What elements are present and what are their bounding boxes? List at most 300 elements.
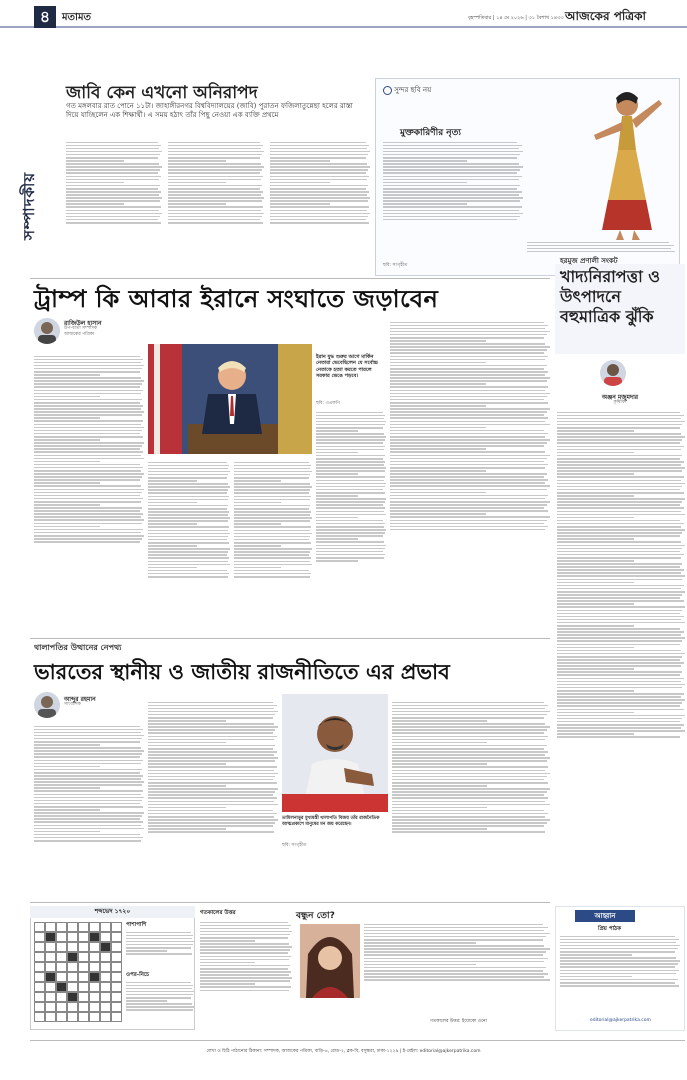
text-line [383,219,517,221]
text-line [66,188,158,190]
text-line [270,157,366,159]
text-line [390,356,548,358]
text-line [34,516,141,518]
text-line [560,970,679,972]
crossword-cell[interactable] [45,942,56,952]
text-line [234,496,311,498]
crossword-cell[interactable] [78,962,89,972]
text-line [390,520,547,522]
text-line [34,464,140,466]
crossword-cell[interactable] [45,962,56,972]
text-line [390,504,547,506]
text-line [383,148,519,150]
feature-logo-text: সুন্দর ছবি নয় [394,86,432,94]
text-line [126,947,191,949]
text-line [557,430,634,432]
text-line [34,732,141,734]
text-line [200,971,291,973]
text-line [234,576,310,578]
editorial-body-col-2 [168,140,264,268]
crossword-cell[interactable] [67,922,78,932]
crossword-cell[interactable] [34,932,45,942]
text-line [557,582,634,584]
text-line [234,536,310,538]
crossword-cell[interactable] [100,942,111,952]
text-line [34,756,140,758]
crossword-cell[interactable] [34,942,45,952]
text-line [270,163,367,165]
crossword-title: শব্দভেদ ১৭২০ [30,906,195,918]
text-line [148,766,277,768]
text-line [234,567,281,569]
crossword-cell[interactable] [78,1002,89,1012]
text-line [200,980,290,982]
editorial-body-col-1 [66,140,162,268]
crossword-cell[interactable] [111,942,122,952]
crossword-cell[interactable] [56,942,67,952]
crossword-cell[interactable] [34,1012,45,1022]
crossword-cell[interactable] [78,932,89,942]
text-line [392,739,545,741]
feature-logo [383,84,431,96]
text-line [234,511,311,513]
side-author-name: অঞ্জন মজুমদার [601,394,639,401]
text-line [148,736,277,738]
crossword-cell[interactable] [89,1002,100,1012]
crossword-cell[interactable] [34,1002,45,1012]
crossword-cell[interactable] [89,992,100,1002]
text-line [34,408,141,410]
text-line [392,732,544,734]
crossword-cell[interactable] [100,962,111,972]
text-line [557,606,685,608]
text-line [557,684,685,686]
text-line [270,176,369,178]
text-line [148,505,228,507]
text-line [34,772,140,774]
side-body [557,410,685,900]
text-line [148,570,227,572]
text-line [234,508,309,510]
crossword-cell[interactable] [89,922,100,932]
text-line [34,726,140,728]
text-line [234,539,309,541]
text-line [557,514,685,516]
text-line [34,420,143,422]
crossword-cell[interactable] [56,972,67,982]
text-line [557,718,682,720]
text-line [148,511,229,513]
text-line [557,690,634,692]
crossword-cell[interactable] [100,932,111,942]
text-line [34,424,141,426]
text-line [364,927,548,929]
text-line [557,650,681,652]
crossword-cell[interactable] [56,1012,67,1022]
text-line [148,705,277,707]
lead-body-col-5 [390,320,550,636]
text-line [34,800,142,802]
text-line [316,470,385,472]
crossword-cell[interactable] [100,952,111,962]
text-line [34,781,144,783]
text-line [557,721,680,723]
text-line [126,935,193,937]
text-line [383,197,523,199]
second-body-col-1 [34,724,144,900]
text-line [270,166,370,168]
crossword-cell[interactable] [67,932,78,942]
text-line [557,541,681,543]
text-line [234,465,311,467]
crossword-cell[interactable] [78,942,89,952]
text-line [557,681,681,683]
text-line [234,462,309,464]
text-line [126,991,194,993]
text-line [148,551,228,553]
text-line [392,791,547,793]
text-line [390,489,547,491]
text-line [34,495,140,497]
crossword-cell[interactable] [111,962,122,972]
lead-body-col-1 [34,354,144,636]
text-line [390,436,545,438]
text-line [148,536,228,538]
text-line [34,482,100,484]
crossword-cell[interactable] [78,1012,89,1022]
text-line [392,822,547,824]
text-line [148,708,274,710]
crossword-cell[interactable] [78,982,89,992]
text-line [383,142,517,144]
crossword-cell[interactable] [56,932,67,942]
text-line [557,476,684,478]
text-line [148,804,278,806]
text-line [316,476,385,478]
text-line [557,545,685,547]
text-line [34,803,140,805]
second-headline: ভারতের স্থানীয় ও জাতীয় রাজনীতিতে এর প্রভাব [34,660,450,684]
text-line [148,539,227,541]
text-line [383,166,523,168]
crossword-cell[interactable] [56,982,67,992]
text-line [364,961,544,963]
crossword-cell[interactable] [111,922,122,932]
crossword-cell[interactable] [67,972,78,982]
text-line [168,213,264,215]
text-line [66,142,158,144]
text-line [557,644,680,646]
crossword-cell[interactable] [111,992,122,1002]
text-line [168,197,264,199]
text-line [557,480,681,482]
text-line [557,653,685,655]
text-line [560,960,680,962]
text-line [34,825,141,827]
crossword-prev-answers [200,920,292,1026]
crossword-cell[interactable] [100,922,111,932]
crossword-cell[interactable] [111,982,122,992]
divider [30,278,550,279]
text-line [234,474,310,476]
text-line [392,797,548,799]
text-line [34,402,140,404]
text-line [234,533,312,535]
lead-photo-caption: ইরান যুদ্ধ শুরুর আগে মার্কিন নেতারা ভেবেছিলেন যে সর্বোচ্চ নেতাকে হত্যা করতে পারলে সরকার ভেঙে পড়বে। [316,354,378,379]
text-line [316,529,386,531]
text-line [557,439,682,441]
text-line [270,188,366,190]
text-line [316,554,385,556]
text-line [364,936,546,938]
crossword-cell[interactable] [67,1002,78,1012]
crossword-cell[interactable] [56,992,67,1002]
text-line [316,424,385,426]
crossword-cell[interactable] [67,942,78,952]
crossword-cell[interactable] [111,952,122,962]
text-line [148,499,228,501]
text-line [34,532,141,534]
crossword-cell[interactable] [67,1012,78,1022]
text-line [392,788,550,790]
text-line [390,374,545,376]
text-line [66,219,158,221]
text-line [390,495,548,497]
crossword-cell[interactable] [100,972,111,982]
text-line [316,535,383,537]
text-line [34,529,143,531]
text-line [390,393,550,395]
text-line [66,222,161,224]
text-line [364,942,476,944]
text-line [148,810,273,812]
crossword-cell[interactable] [100,1012,111,1022]
text-line [364,979,550,981]
text-line [557,557,681,559]
crossword-cell[interactable] [45,982,56,992]
text-line [316,418,384,420]
text-line [392,782,548,784]
text-line [527,242,669,244]
text-line [390,405,486,407]
text-line [148,782,277,784]
crossword-cell[interactable] [34,962,45,972]
text-line [316,436,386,438]
crossword-cell[interactable] [56,1002,67,1012]
text-line [316,526,384,528]
text-line [392,714,547,716]
crossword-cell[interactable] [34,922,45,932]
text-line [390,414,544,416]
text-line [148,801,274,803]
crossword-prev-answer-heading: গতকালের উত্তর [200,910,236,916]
text-line [316,545,386,547]
text-line [234,517,312,519]
crossword-cell[interactable] [89,1012,100,1022]
text-line [560,954,632,956]
crossword-across-heading: পাশাপাশি [126,922,147,928]
crossword-cell[interactable] [89,932,100,942]
text-line [34,433,140,435]
text-line [66,160,124,162]
text-line [364,964,476,966]
ahwan-email[interactable]: editorial@ajkerpatrika.com [590,1018,651,1023]
crossword-cell[interactable] [34,992,45,1002]
crossword-cell[interactable] [100,992,111,1002]
text-line [270,213,370,215]
text-line [316,464,384,466]
text-line [557,486,682,488]
text-line [34,806,143,808]
crossword-cell[interactable] [78,972,89,982]
crossword-cell[interactable] [56,962,67,972]
text-line [34,386,140,388]
text-line [557,554,684,556]
text-line [557,693,684,695]
text-line [34,507,142,509]
text-line [557,560,634,562]
text-line [316,415,385,417]
text-line [390,479,548,481]
crossword-cell[interactable] [78,992,89,1002]
text-line [316,495,358,497]
second-author-portrait [34,692,60,718]
feature-body-col-1 [383,140,523,260]
text-line [200,940,255,942]
crossword-cell[interactable] [45,932,56,942]
text-line [34,766,100,768]
text-line [390,343,545,345]
crossword-cell[interactable] [45,992,56,1002]
text-line [557,424,682,426]
text-line [557,724,684,726]
text-line [270,179,367,181]
crossword-cell[interactable] [56,952,67,962]
text-line [557,628,680,630]
text-line [34,535,144,537]
crossword-cell[interactable] [89,942,100,952]
text-line [390,337,544,339]
text-line [390,461,544,463]
text-line [560,982,675,984]
text-line [316,455,385,457]
text-line [34,380,144,382]
text-line [316,461,385,463]
text-line [390,467,545,469]
crossword-cell[interactable] [78,922,89,932]
text-line [557,436,685,438]
crossword-cell[interactable] [45,952,56,962]
text-line [557,662,684,664]
text-line [270,172,366,174]
text-line [557,610,682,612]
text-line [34,399,142,401]
text-line [270,206,369,208]
text-line [392,770,545,772]
crossword-cell[interactable] [67,982,78,992]
text-line [316,523,385,525]
crossword-cell[interactable] [67,952,78,962]
crossword-cell[interactable] [89,952,100,962]
text-line [270,197,370,199]
text-line [234,502,281,504]
text-line [390,464,548,466]
text-line [168,145,263,147]
text-line [557,412,680,414]
text-line [34,461,100,463]
text-line [557,588,681,590]
text-line [390,498,545,500]
crossword-cell[interactable] [34,972,45,982]
crossword-cell[interactable] [111,972,122,982]
text-line [148,564,230,566]
crossword-cell[interactable] [45,972,56,982]
text-line [34,818,140,820]
text-line [148,717,273,719]
text-line [557,702,682,704]
text-line [560,979,678,981]
crossword-cell[interactable] [111,1012,122,1022]
date-line: বৃহস্পতিবার | ১৪ মে ২০২৬ | ৩১ বৈশাখ ১৪৩৩ [468,15,564,21]
second-author-avatar [34,692,60,718]
text-line [200,956,291,958]
crossword-cell[interactable] [67,962,78,972]
text-line [270,160,330,162]
text-line [557,637,685,639]
crossword-cell[interactable] [89,982,100,992]
text-line [168,182,226,184]
crossword-cell[interactable] [111,932,122,942]
bandhu-title: বন্ধুন তো? [296,911,335,921]
text-line [270,185,368,187]
text-line [316,511,384,513]
text-line [557,532,682,534]
crossword-cell[interactable] [45,922,56,932]
text-line [66,176,161,178]
text-line [34,797,144,799]
text-line [148,828,226,830]
text-line [390,322,544,324]
text-line [557,464,681,466]
text-line [390,408,550,410]
crossword-cell[interactable] [100,982,111,992]
crossword-cell[interactable] [45,1012,56,1022]
crossword-cell[interactable] [45,1002,56,1012]
crossword-cell[interactable] [111,1002,122,1012]
side-kicker: হরমুজ প্রণালী সংকট [560,257,618,265]
text-line [34,451,143,453]
crossword-cell[interactable] [78,952,89,962]
crossword-cell[interactable] [100,1002,111,1012]
crossword-cell[interactable] [34,952,45,962]
text-line [527,251,675,253]
text-line [390,371,548,373]
text-line [557,715,685,717]
text-line [270,169,368,171]
crossword-cell[interactable] [56,922,67,932]
crossword-cell[interactable] [34,982,45,992]
text-line [34,834,140,836]
text-line [390,485,550,487]
text-line [270,203,330,205]
crossword-cell[interactable] [89,972,100,982]
editorial-intro: গত মঙ্গলবার রাত পোনে ১১টা। জাহাঙ্গীরনগর বিশ্ববিদ্যালয়ের (জাবি) পুরাতন ফজিলাতুন্নেছা হলের রাস্তা দিয়ে যাচ্ছিলেন এক শিক্ষার্থী। এ সময় হঠাৎ তাঁর পিছু নেওয়া এক ব্যক্তি প্রথমে [66,102,353,119]
text-line [557,470,682,472]
crossword-cell[interactable] [89,962,100,972]
text-line [148,791,275,793]
text-line [557,622,685,624]
crossword-cell[interactable] [67,992,78,1002]
